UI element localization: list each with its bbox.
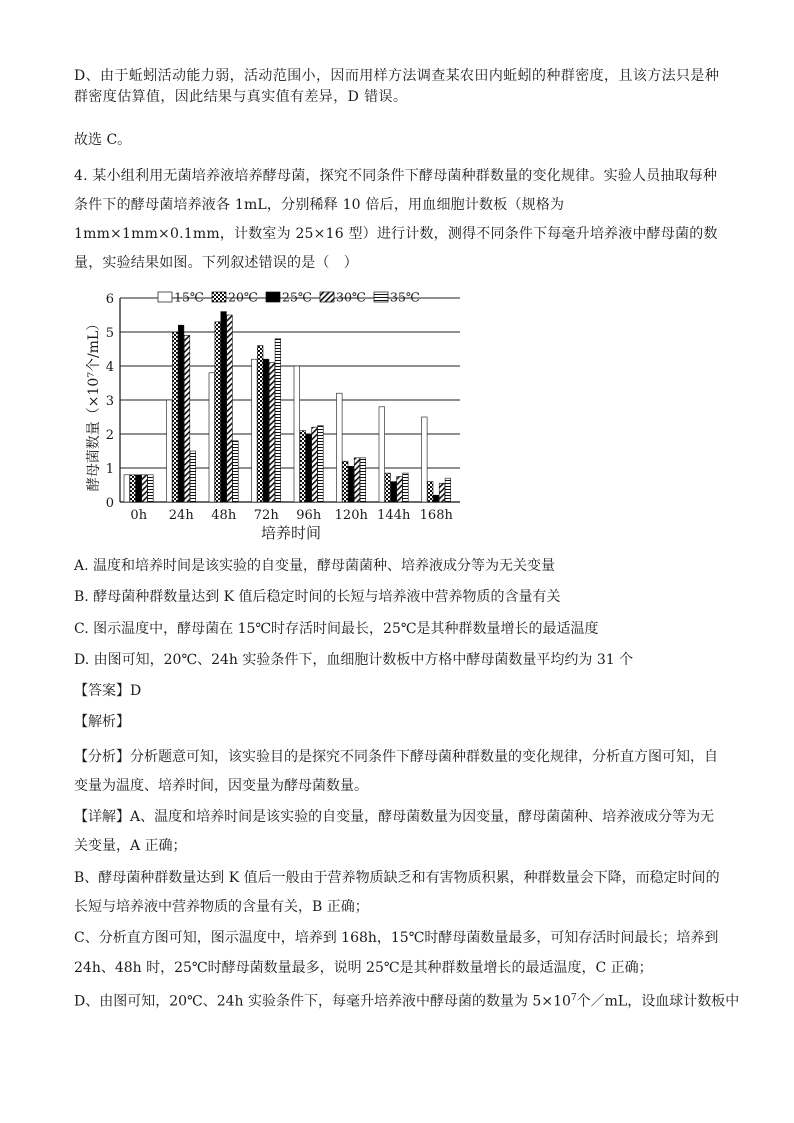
bar-chart (78, 282, 478, 544)
fenxi-tag: 【分析】 (74, 749, 130, 765)
x-tick-label: 168h (419, 508, 453, 523)
question-stem: 4. 某小组利用无菌培养液培养酵母菌，探究不同条件下酵母菌种群数量的变化规律。实验人员抽取每种条件下的酵母菌培养液各 1mL，分别稀释 10 倍后，用血细胞计数板（规格为 1mm×1mm×0.1mm，计数室为 25×16 型）进行计数，测得不同条件下每毫升培养液中酵母菌的数量，实验结果如图。下列叙述错误的是（ ） (74, 168, 718, 271)
bar (433, 495, 439, 502)
bar (397, 477, 403, 503)
x-tick-label: 144h (377, 508, 411, 523)
chart-y-ticks (106, 292, 114, 511)
bar (221, 312, 227, 502)
bar (124, 475, 130, 502)
bar (130, 475, 136, 502)
x-tick-label: 72h (253, 508, 279, 523)
answer-value: D (130, 683, 142, 699)
legend-swatch (266, 292, 280, 302)
bar (269, 363, 275, 502)
bar (257, 346, 263, 502)
x-tick-label: 24h (168, 508, 194, 523)
analysis-detail-c-line2: 24h、48h 时，25℃时酵母菌数量最多，说明 25℃是其种群数量增长的最适温度，C 正确； (74, 960, 653, 976)
chart-bars (124, 312, 451, 502)
bar (294, 366, 300, 502)
option-d-explanation: D、由于蚯蚓活动能力弱，活动范围小，因而用样方法调查某农田内蚯蚓的种群密度，且该方法只是种群密度估算值，因此结果与真实值有差异，D 错误。 (74, 68, 720, 105)
bar (348, 466, 354, 502)
bar (427, 482, 433, 502)
bar (227, 315, 233, 502)
bar (306, 434, 312, 502)
bar (360, 458, 366, 502)
legend-swatch (158, 292, 172, 302)
bar (422, 417, 428, 502)
legend-swatch (212, 292, 226, 302)
bar (172, 332, 178, 502)
y-tick-label: 3 (105, 394, 114, 409)
chart-x-ticks (130, 508, 453, 523)
bar (263, 359, 269, 502)
option-c: C. 图示温度中，酵母菌在 15℃时存活时间最长，25℃是其种群数量增长的最适温度 (74, 621, 599, 637)
bar (439, 483, 445, 502)
bar (209, 373, 215, 502)
bar (445, 478, 451, 502)
analysis-label: 【解析】 (74, 714, 130, 730)
bar (354, 458, 360, 502)
analysis-detail-c-line1: C、分析直方图可知，图示温度中，培养到 168h，15℃时酵母菌数量最多，可知存活时间最长；培养到 (74, 930, 719, 946)
y-tick-label: 6 (105, 292, 114, 307)
y-tick-label: 0 (105, 496, 114, 511)
bar (379, 407, 385, 502)
xiangjie-tag: 【详解】 (74, 809, 130, 825)
bar (184, 335, 190, 502)
bar (148, 475, 154, 502)
analysis-detail-b: B、酵母菌种群数量达到 K 值后一般由于营养物质缺乏和有害物质积累，种群数量会下降，而稳定时间的长短与培养液中营养物质的含量有关，B 正确； (74, 870, 720, 915)
legend-label: 30℃ (336, 289, 366, 305)
bar (318, 426, 324, 503)
bar (233, 441, 239, 502)
analysis-detail-a (74, 803, 724, 861)
answer-line (74, 681, 141, 702)
chart-legend (158, 290, 420, 305)
x-tick-label: 120h (334, 508, 368, 523)
option-b: B. 酵母菌种群数量达到 K 值后稳定时间的长短与培养液中营养物质的含量有关 (74, 589, 561, 605)
y-tick-label: 1 (105, 462, 114, 477)
bar (252, 359, 258, 502)
option-a: A. 温度和培养时间是该实验的自变量，酵母菌菌种、培养液成分等为无关变量 (74, 558, 556, 574)
bar (142, 475, 148, 502)
legend-label: 20℃ (228, 289, 258, 305)
bar (178, 325, 184, 502)
x-tick-label: 0h (130, 508, 148, 523)
chart-y-label: 酵母菌数量（×10⁷个/mL） (86, 316, 102, 492)
detail-d-suffix: 个／mL，设血球计数板中 (576, 993, 740, 1010)
bar (312, 427, 318, 502)
analysis-fenxi (74, 743, 724, 801)
bar (391, 482, 397, 502)
x-tick-label: 96h (296, 508, 322, 523)
legend-label: 15℃ (174, 289, 204, 305)
prev-answer: 故选 C。 (74, 132, 132, 148)
y-tick-label: 2 (105, 428, 114, 443)
detail-d-exponent: 7 (570, 993, 577, 1003)
legend-swatch (374, 292, 388, 302)
bar (275, 339, 281, 502)
x-tick-label: 48h (211, 508, 237, 523)
answer-label: 【答案】 (74, 683, 130, 699)
bar (136, 475, 142, 502)
y-tick-label: 5 (105, 326, 114, 341)
bar (300, 431, 306, 502)
legend-label: 35℃ (390, 289, 420, 305)
legend-swatch (320, 292, 334, 302)
bar (342, 461, 348, 502)
bar (337, 393, 343, 502)
chart-x-label: 培养时间 (260, 524, 322, 542)
xiangjie-a-text: A、温度和培养时间是该实验的自变量，酵母菌数量为因变量，酵母菌菌种、培养液成分等为无关变量，A 正确； (74, 809, 715, 854)
bar (385, 473, 391, 502)
bar (167, 400, 173, 502)
fenxi-text: 分析题意可知，该实验目的是探究不同条件下酵母菌种群数量的变化规律，分析直方图可知，自变量为温度、培养时间，因变量为酵母菌数量。 (74, 749, 718, 794)
detail-d-prefix: D、由图可知，20℃、24h 实验条件下，每毫升培养液中酵母菌的数量为 5×10 (74, 993, 571, 1010)
legend-label: 25℃ (282, 289, 312, 305)
bar (215, 322, 221, 502)
option-d: D. 由图可知，20℃、24h 实验条件下，血细胞计数板中方格中酵母菌数量平均约为 31 个 (74, 652, 634, 668)
bar (403, 473, 409, 502)
y-tick-label: 4 (105, 360, 114, 375)
analysis-detail-d (74, 988, 739, 1013)
bar (190, 451, 196, 502)
